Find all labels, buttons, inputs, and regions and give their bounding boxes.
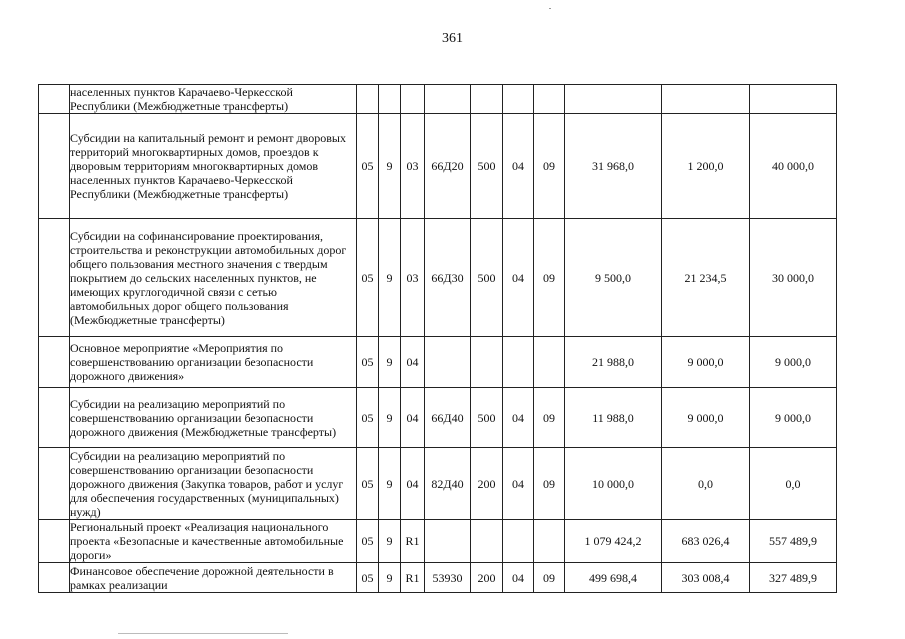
code-cell: 04 — [503, 563, 534, 593]
amount-cell: 1 200,0 — [662, 114, 750, 219]
code-cell: 66Д30 — [425, 219, 471, 337]
row-number-cell — [39, 114, 70, 219]
description-cell: Субсидии на капитальный ремонт и ремонт дворовых территорий многоквартирных домов, проездов к дворовым территориям многоквартирных домов населенных пунктов Карачаево-Черкесской Республики (Межбюджетные трансферты) — [70, 114, 357, 219]
amount-cell: 30 000,0 — [750, 219, 837, 337]
code-cell: 04 — [401, 337, 425, 388]
code-cell — [425, 337, 471, 388]
code-cell: 9 — [379, 114, 401, 219]
code-cell: 09 — [534, 563, 565, 593]
code-cell: 9 — [379, 448, 401, 520]
table-row — [39, 337, 837, 388]
table-body — [39, 85, 837, 593]
code-cell: 05 — [357, 388, 379, 448]
code-cell: 05 — [357, 563, 379, 593]
code-cell — [534, 520, 565, 563]
code-cell: 53930 — [425, 563, 471, 593]
amount-cell: 557 489,9 — [750, 520, 837, 563]
table-row — [39, 114, 837, 219]
row-number-cell — [39, 219, 70, 337]
amount-cell: 11 988,0 — [565, 388, 662, 448]
code-cell: 05 — [357, 114, 379, 219]
code-cell: 82Д40 — [425, 448, 471, 520]
amount-cell: 683 026,4 — [662, 520, 750, 563]
amount-cell: 1 079 424,2 — [565, 520, 662, 563]
budget-table — [38, 84, 837, 593]
code-cell: 66Д20 — [425, 114, 471, 219]
amount-cell: 9 000,0 — [662, 337, 750, 388]
code-cell: 04 — [503, 388, 534, 448]
code-cell: 05 — [357, 219, 379, 337]
description-cell: населенных пунктов Карачаево-Черкесской Республики (Межбюджетные трансферты) — [70, 85, 357, 114]
code-cell: 05 — [357, 337, 379, 388]
amount-cell: 9 000,0 — [750, 388, 837, 448]
code-cell: 09 — [534, 388, 565, 448]
code-cell — [425, 520, 471, 563]
code-cell: 05 — [357, 520, 379, 563]
code-cell — [503, 85, 534, 114]
code-cell — [534, 337, 565, 388]
amount-cell: 40 000,0 — [750, 114, 837, 219]
page-number: 361 — [442, 31, 463, 46]
table-row — [39, 388, 837, 448]
code-cell — [471, 85, 503, 114]
code-cell: 9 — [379, 337, 401, 388]
code-cell — [425, 85, 471, 114]
description-cell: Основное мероприятие «Мероприятия по совершенствованию организации безопасности дорожного движения» — [70, 337, 357, 388]
amount-cell: 499 698,4 — [565, 563, 662, 593]
amount-cell: 9 500,0 — [565, 219, 662, 337]
code-cell — [471, 337, 503, 388]
description-cell: Финансовое обеспечение дорожной деятельности в рамках реализации — [70, 563, 357, 593]
code-cell: 03 — [401, 219, 425, 337]
table-row — [39, 219, 837, 337]
amount-cell — [750, 85, 837, 114]
scan-artifact — [118, 633, 288, 634]
code-cell: 09 — [534, 114, 565, 219]
code-cell: 04 — [401, 448, 425, 520]
amount-cell: 31 968,0 — [565, 114, 662, 219]
amount-cell: 9 000,0 — [662, 388, 750, 448]
code-cell: 500 — [471, 388, 503, 448]
code-cell: 04 — [503, 219, 534, 337]
amount-cell: 10 000,0 — [565, 448, 662, 520]
amount-cell: 21 988,0 — [565, 337, 662, 388]
description-cell: Субсидии на реализацию мероприятий по совершенствованию организации безопасности дорожного движения (Закупка товаров, работ и услуг для обеспечения государственных (муниципальных) нужд) — [70, 448, 357, 520]
code-cell: 09 — [534, 448, 565, 520]
scan-speck — [549, 8, 551, 9]
code-cell — [401, 85, 425, 114]
amount-cell: 0,0 — [750, 448, 837, 520]
code-cell: 04 — [503, 114, 534, 219]
row-number-cell — [39, 337, 70, 388]
code-cell: 05 — [357, 448, 379, 520]
code-cell: 9 — [379, 520, 401, 563]
row-number-cell — [39, 520, 70, 563]
row-number-cell — [39, 563, 70, 593]
table-row — [39, 85, 837, 114]
code-cell — [471, 520, 503, 563]
code-cell: 04 — [503, 448, 534, 520]
amount-cell: 21 234,5 — [662, 219, 750, 337]
code-cell: R1 — [401, 563, 425, 593]
code-cell: 66Д40 — [425, 388, 471, 448]
code-cell: R1 — [401, 520, 425, 563]
row-number-cell — [39, 448, 70, 520]
code-cell: 200 — [471, 448, 503, 520]
table-row — [39, 448, 837, 520]
code-cell: 09 — [534, 219, 565, 337]
code-cell: 9 — [379, 388, 401, 448]
row-number-cell — [39, 388, 70, 448]
row-number-cell — [39, 85, 70, 114]
table-row — [39, 520, 837, 563]
code-cell — [503, 337, 534, 388]
table-row — [39, 563, 837, 593]
code-cell: 9 — [379, 219, 401, 337]
amount-cell: 303 008,4 — [662, 563, 750, 593]
code-cell — [379, 85, 401, 114]
amount-cell — [565, 85, 662, 114]
code-cell — [357, 85, 379, 114]
code-cell: 9 — [379, 563, 401, 593]
code-cell: 200 — [471, 563, 503, 593]
amount-cell — [662, 85, 750, 114]
amount-cell: 327 489,9 — [750, 563, 837, 593]
code-cell: 03 — [401, 114, 425, 219]
code-cell: 500 — [471, 219, 503, 337]
amount-cell: 9 000,0 — [750, 337, 837, 388]
amount-cell: 0,0 — [662, 448, 750, 520]
description-cell: Региональный проект «Реализация национального проекта «Безопасные и качественные автомобильные дороги» — [70, 520, 357, 563]
code-cell: 04 — [401, 388, 425, 448]
description-cell: Субсидии на реализацию мероприятий по совершенствованию организации безопасности дорожного движения (Межбюджетные трансферты) — [70, 388, 357, 448]
description-cell: Субсидии на софинансирование проектирования, строительства и реконструкции автомобильных дорог общего пользования местного значения с твердым покрытием до сельских населенных пунктов, не имеющих круглогодичной связи с сетью автомобильных дорог общего пользования (Межбюджетные трансферты) — [70, 219, 357, 337]
code-cell: 500 — [471, 114, 503, 219]
code-cell — [534, 85, 565, 114]
code-cell — [503, 520, 534, 563]
